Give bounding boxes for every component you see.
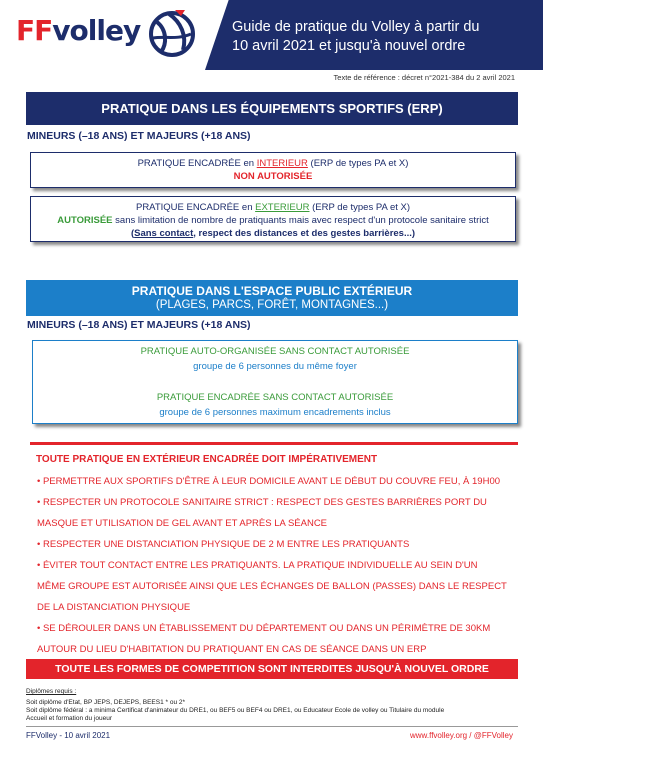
rule-line: MASQUE ET UTILISATION DE GEL AVANT ET APRÈS LA SÉANCE xyxy=(37,518,328,529)
outdoor-erp-practice-box xyxy=(30,196,516,242)
footer-divider xyxy=(26,726,518,727)
rule-line: AUTOUR DU LIEU D'HABITATION DU PRATIQUANT EN CAS DE SÉANCE DANS UN ERP xyxy=(37,644,427,655)
public-title: PRATIQUE DANS L'ESPACE PUBLIC EXTÉRIEUR xyxy=(131,284,413,298)
reference-text: Texte de référence : décret n°2021-384 du 2 avril 2021 xyxy=(333,73,515,82)
logo-ff: FF xyxy=(16,14,53,47)
rule-line: • SE DÉROULER DANS UN ÉTABLISSEMENT DU DÉPARTEMENT OU DANS UN PÉRIMÈTRE DE 30KM xyxy=(37,623,491,634)
rule-line: • ÉVITER TOUT CONTACT ENTRE LES PRATIQUANTS. LA PRATIQUE INDIVIDUELLE AU SEIN D'UN xyxy=(37,560,478,571)
rule-line: MÊME GROUPE EST AUTORISÉE AINSI QUE LES ÉCHANGES DE BALLON (PASSES) DANS LE RESPECT xyxy=(37,581,507,592)
auto-organised-detail: groupe de 6 personnes du même foyer xyxy=(193,361,357,372)
guide-title-line1: Guide de pratique du Volley à partir du xyxy=(232,19,480,35)
footer-website-link[interactable]: www.ffvolley.org / @FFVolley xyxy=(410,731,513,740)
outdoor-status: AUTORISÉE xyxy=(57,215,113,226)
public-subtitle: (PLAGES, PARCS, FORÊT, MONTAGNES...) xyxy=(155,299,389,311)
supervised-title: PRATIQUE ENCADRÉE SANS CONTACT AUTORISÉE xyxy=(156,392,394,403)
indoor-status: NON AUTORISÉE xyxy=(233,171,313,182)
public-section-title xyxy=(26,280,518,316)
indoor-pre: PRATIQUE ENCADRÉE en xyxy=(137,158,257,169)
outdoor-post: (ERP de types PA et X) xyxy=(309,202,411,213)
rule-line: DE LA DISTANCIATION PHYSIQUE xyxy=(37,602,191,613)
guide-title-line2: 10 avril 2021 et jusqu'à nouvel ordre xyxy=(232,38,466,54)
diplomas-title: Diplômes requis : xyxy=(26,688,77,695)
indoor-line xyxy=(31,157,515,170)
outdoor-status-rest: sans limitation de nombre de pratiquants mais avec respect d'un protocole sanitaire strict xyxy=(112,215,489,226)
diploma-line: Soit diplôme fédéral : a minima Certificat d'animateur du DRE1, ou BEF5 ou BEF4 ou DRE1, ou Educateur Ecole de volley ou Titulaire du module xyxy=(26,707,445,714)
footer-date: FFVolley - 10 avril 2021 xyxy=(26,731,111,740)
outdoor-keyword: EXTERIEUR xyxy=(255,202,310,213)
rule-line: • PERMETTRE AUX SPORTIFS D'ÊTRE À LEUR DOMICILE AVANT LE DÉBUT DU COUVRE FEU, À 19H00 xyxy=(37,476,501,487)
outdoor-status-line xyxy=(31,214,515,227)
indoor-keyword: INTERIEUR xyxy=(256,158,308,169)
diploma-line: Accueil et formation du joueur xyxy=(26,715,112,722)
diploma-line: Soit diplôme d'Etat, BP JEPS, DEJEPS, BEES1 * ou 2* xyxy=(26,699,186,706)
rules-heading: TOUTE PRATIQUE EN EXTÉRIEUR ENCADRÉE DOIT IMPÉRATIVEMENT xyxy=(36,454,378,465)
ffvolley-logo xyxy=(16,14,140,47)
guide-title xyxy=(232,18,532,56)
outdoor-paren: ( xyxy=(130,228,135,239)
rule-line: • RESPECTER UN PROTOCOLE SANITAIRE STRICT : RESPECT DES GESTES BARRIÈRES PORT DU xyxy=(37,497,487,508)
volleyball-logo-icon xyxy=(147,8,197,58)
erp-age-subtitle: MINEURS (–18 ANS) ET MAJEURS (+18 ANS) xyxy=(27,130,251,142)
outdoor-pre: PRATIQUE ENCADRÉE en xyxy=(135,202,256,213)
rules-box xyxy=(30,442,518,655)
indoor-practice-box xyxy=(30,152,516,188)
competition-banner: TOUTE LES FORMES DE COMPETITION SONT INTERDITES JUSQU'À NOUVEL ORDRE xyxy=(26,659,518,679)
public-age-subtitle: MINEURS (–18 ANS) ET MAJEURS (+18 ANS) xyxy=(27,319,251,331)
outdoor-conditions xyxy=(31,227,515,240)
public-practice-box xyxy=(32,340,518,424)
indoor-post: (ERP de types PA et X) xyxy=(307,158,409,169)
outdoor-conditions-rest: , respect des distances et des gestes barrières...) xyxy=(193,228,416,239)
outdoor-no-contact: Sans contact xyxy=(134,228,194,239)
auto-organised-title: PRATIQUE AUTO-ORGANISÉE SANS CONTACT AUTORISÉE xyxy=(140,346,410,357)
erp-section-title: PRATIQUE DANS LES ÉQUIPEMENTS SPORTIFS (ERP) xyxy=(26,92,518,125)
logo-volley: volley xyxy=(52,14,141,47)
rule-line: • RESPECTER UNE DISTANCIATION PHYSIQUE DE 2 M ENTRE LES PRATIQUANTS xyxy=(37,539,410,550)
supervised-detail: groupe de 6 personnes maximum encadrements inclus xyxy=(159,407,391,418)
outdoor-line xyxy=(31,201,515,214)
